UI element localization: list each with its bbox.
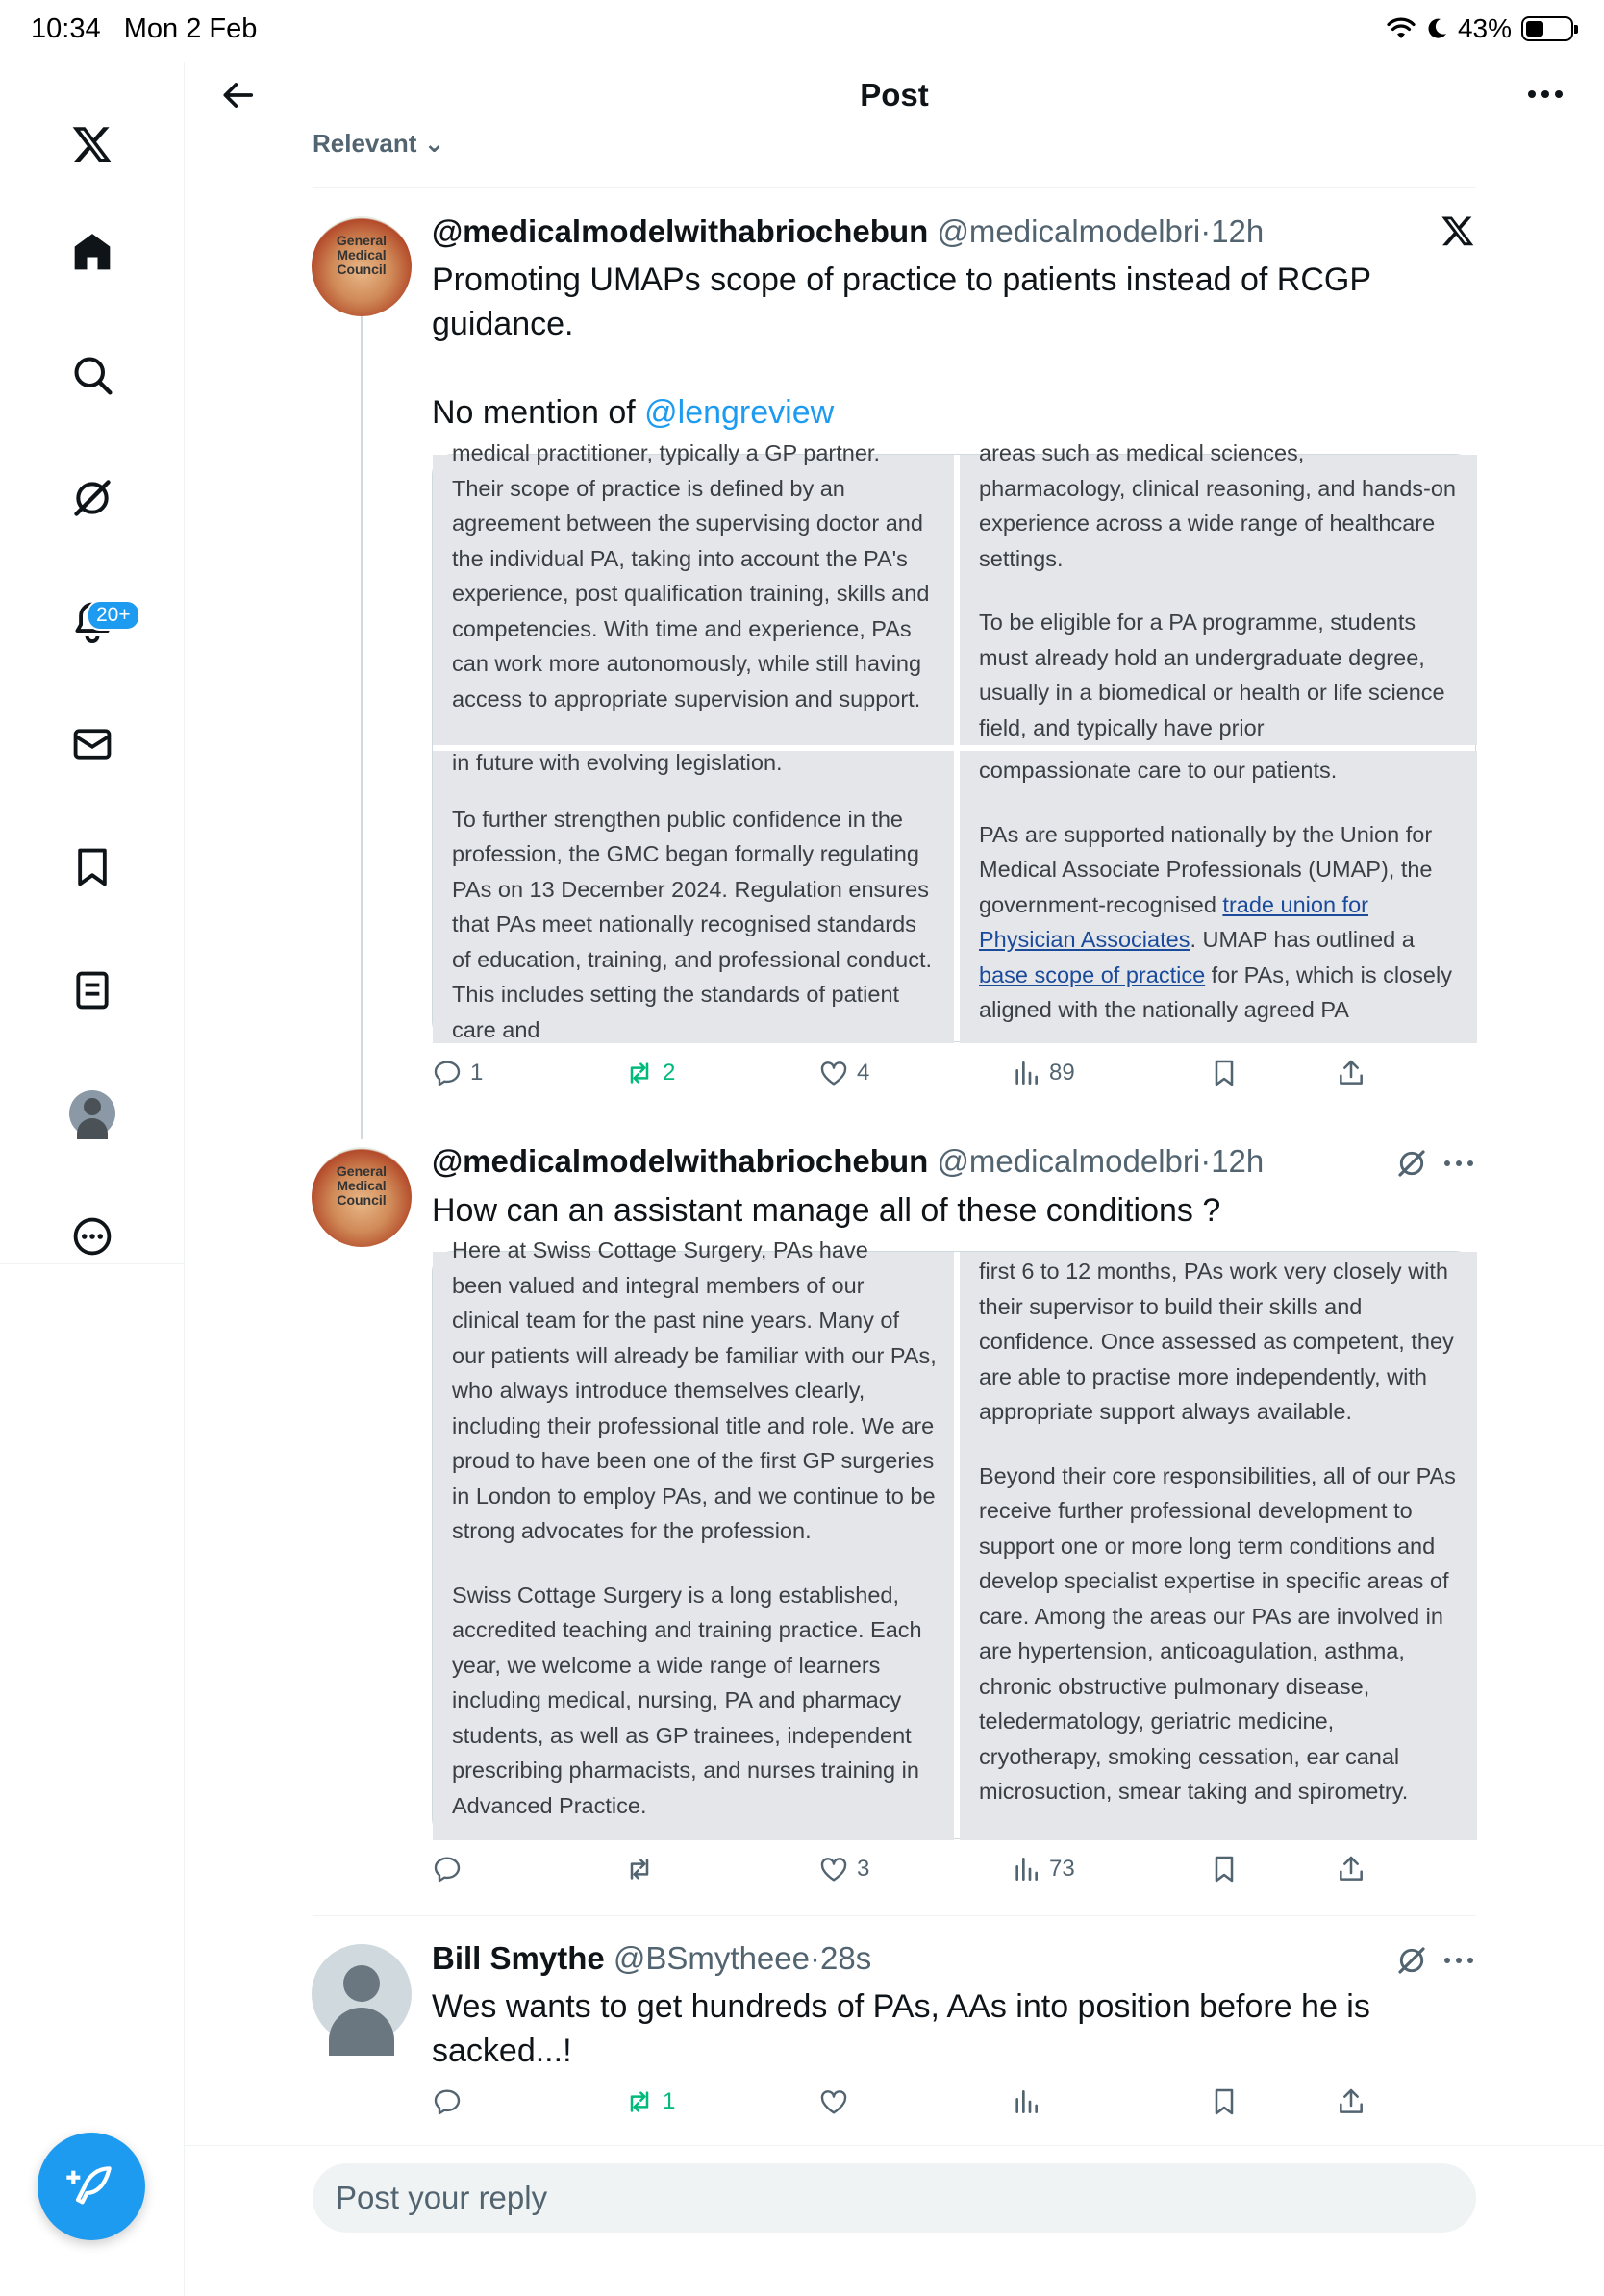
view-count: 73: [1049, 1856, 1075, 1882]
display-name[interactable]: @medicalmodelwithabriochebun: [432, 213, 929, 249]
more-dots-icon: [1526, 88, 1565, 100]
post-avatar[interactable]: [312, 1944, 412, 2044]
media-image-1[interactable]: medical practitioner, typically a GP partner. Their scope of practice is defined by an agreement between the supervising doctor and the individual PA, taking into account the PA's experience, post qualification training, skills and competencies. With time and experience, PAs can work more autonomously, while still having access to appropriate supervision and support.: [433, 455, 954, 745]
display-name[interactable]: Bill Smythe: [432, 1940, 605, 1976]
post-text: Promoting UMAPs scope of practice to patients instead of RCGP guidance.: [432, 262, 1371, 342]
media-image-2[interactable]: areas such as medical sciences, pharmacology, clinical reasoning, and hands-on experience across a wide range of healthcare settings. To be eligible for a PA programme, students must already hold an undergraduate degree, usually in a biomedical or health or life science field, and typically have prior: [960, 455, 1477, 745]
views-button[interactable]: [1011, 1854, 1075, 1884]
user-handle[interactable]: @BSmytheee: [613, 1940, 810, 1976]
post-media-grid[interactable]: [432, 440, 1476, 1042]
display-name[interactable]: @medicalmodelwithabriochebun: [432, 1143, 929, 1179]
sidebar: [0, 62, 185, 2296]
bookmark-icon: [1209, 2086, 1240, 2117]
divider: [313, 1915, 1476, 1916]
moon-icon: [1425, 17, 1448, 40]
repost-count: 2: [663, 1060, 676, 1086]
more-circle-icon[interactable]: [58, 1202, 127, 1271]
page-title: Post: [860, 77, 929, 112]
divider: [313, 187, 1476, 188]
status-bar: [0, 0, 1604, 62]
messages-envelope-icon[interactable]: [58, 710, 127, 779]
heart-icon: [818, 2086, 849, 2117]
post-body: [432, 258, 1432, 435]
thread-line: [361, 298, 363, 1139]
bookmark-icon: [1209, 1058, 1240, 1088]
share-icon: [1336, 2086, 1366, 2117]
post-avatar[interactable]: General Medical Council: [312, 216, 412, 316]
like-button[interactable]: [818, 1854, 869, 1884]
reply-button[interactable]: [432, 1854, 470, 1884]
feather-plus-icon: [64, 2159, 118, 2213]
views-chart-icon: [1011, 1854, 1041, 1884]
post-actions: [432, 1854, 1476, 1896]
status-icons: [1387, 13, 1573, 44]
more-options-button[interactable]: [1521, 75, 1569, 113]
views-button[interactable]: [1011, 2086, 1049, 2117]
mention-link[interactable]: @lengreview: [644, 394, 835, 431]
repost-button[interactable]: [624, 2086, 675, 2117]
media-image-1[interactable]: Here at Swiss Cottage Surgery, PAs have been valued and integral members of our clinical team for the past nine years. Many of our patients will already be familiar with our PAs, who always introduce themselves clearly, including their professional title and role. We are proud to have been one of the first GP surgeries in London to employ PAs, and we continue to be strong advocates for the profession. Swiss Cottage Surgery is a long established, accredited teaching and training practice. Each year, we welcome a wide range of learners including medical, nursing, PA and pharmacy students, as well as GP trainees, independent prescribing pharmacists, and nurses training in Advanced Practice.: [433, 1252, 954, 1840]
post-time[interactable]: 12h: [1211, 1143, 1265, 1179]
bookmark-button[interactable]: [1209, 1854, 1240, 1884]
battery-icon: [1521, 16, 1573, 41]
share-icon: [1336, 1058, 1366, 1088]
grok-icon[interactable]: [58, 463, 127, 533]
user-handle[interactable]: @medicalmodelbri: [937, 1143, 1201, 1179]
reply-bar-divider: [185, 2145, 1604, 2146]
post-text: Wes wants to get hundreds of PAs, AAs into position before he is sacked...!: [432, 1988, 1370, 2069]
like-button[interactable]: [818, 2086, 857, 2117]
post-time[interactable]: 28s: [819, 1940, 872, 1976]
reply-icon: [432, 2086, 463, 2117]
bookmark-icon: [1209, 1854, 1240, 1884]
share-button[interactable]: [1336, 1854, 1366, 1884]
lists-icon[interactable]: [58, 956, 127, 1025]
status-time: [31, 13, 257, 45]
post-media-grid[interactable]: [432, 1237, 1476, 1839]
user-handle[interactable]: @medicalmodelbri: [937, 213, 1201, 249]
reply-button[interactable]: [432, 2086, 470, 2117]
reply-icon: [432, 1854, 463, 1884]
x-post-icon[interactable]: [1439, 212, 1477, 250]
heart-icon: [818, 1058, 849, 1088]
post-actions: [432, 1058, 1476, 1100]
post-header: @medicalmodelwithabriochebun @medicalmodelbri·12h: [432, 213, 1265, 249]
compose-post-button[interactable]: [38, 2133, 145, 2240]
clock: 10:34: [31, 13, 101, 44]
date: Mon 2 Feb: [123, 13, 258, 44]
sort-relevant-dropdown[interactable]: Relevant ⌄: [313, 129, 445, 158]
post-header: @medicalmodelwithabriochebun @medicalmodelbri·12h: [432, 1143, 1265, 1179]
grok-icon[interactable]: [1392, 1941, 1431, 1980]
post-header: Bill Smythe @BSmytheee·28s: [432, 1940, 872, 1976]
repost-count: 1: [663, 2088, 676, 2114]
repost-icon: [624, 2086, 655, 2117]
like-count: 3: [857, 1856, 870, 1882]
media-image-2[interactable]: first 6 to 12 months, PAs work very closely with their supervisor to build their skills and confidence. Once assessed as competent, they are able to practise more independently, with appropriate support always available. Beyond their core responsibilities, all of our PAs receive further professional development to support one or more long term conditions and develop specialist expertise in specific areas of care. Among the areas our PAs are involved in are hypertension, anticoagulation, asthma, chronic obstructive pulmonary disease, teledermatology, geriatric medicine, cryotherapy, smoking cessation, ear canal microsuction, smear taking and spirometry.: [960, 1252, 1477, 1840]
profile-avatar[interactable]: [58, 1079, 127, 1148]
page-header: [185, 62, 1604, 129]
reply-icon: [432, 1058, 463, 1088]
views-chart-icon: [1011, 1058, 1041, 1088]
like-count: 4: [857, 1060, 870, 1086]
reply-count: 1: [470, 1060, 484, 1086]
repost-icon: [624, 1854, 655, 1884]
more-dots-icon[interactable]: [1440, 1947, 1478, 1974]
share-button[interactable]: [1336, 2086, 1366, 2117]
sidebar-divider: [0, 1263, 185, 1264]
repost-button[interactable]: [624, 1854, 663, 1884]
post-actions: [432, 2086, 1476, 2129]
notification-badge: 20+: [87, 600, 140, 631]
heart-icon: [818, 1854, 849, 1884]
media-image-4[interactable]: compassionate care to our patients. PAs are supported nationally by the Union for Medical Associate Professionals (UMAP), the government-recognised trade union for Physician Associates. UMAP has outlined a base scope of practice for PAs, which is closely aligned with the nationally agreed PA: [960, 751, 1477, 1043]
reply-button[interactable]: [432, 1058, 483, 1088]
post-time[interactable]: 12h: [1211, 213, 1265, 249]
reply-input[interactable]: [313, 2163, 1476, 2233]
share-icon: [1336, 1854, 1366, 1884]
wifi-icon: [1387, 17, 1416, 40]
post-text-2: No mention of @lengreview: [432, 394, 835, 431]
share-button[interactable]: [1336, 1058, 1366, 1088]
views-chart-icon: [1011, 2086, 1041, 2117]
media-image-3[interactable]: in future with evolving legislation. To further strengthen public confidence in the profession, the GMC began formally regulating PAs on 13 December 2024. Regulation ensures that PAs meet nationally recognised standards of education, training, and professional conduct. This includes setting the standards of patient care and: [433, 751, 954, 1043]
avatar: [69, 1090, 115, 1136]
repost-icon: [624, 1058, 655, 1088]
bookmark-button[interactable]: [1209, 2086, 1240, 2117]
search-icon[interactable]: [58, 340, 127, 410]
notifications-bell-icon[interactable]: [58, 586, 131, 656]
post-text: How can an assistant manage all of these conditions ?: [432, 1192, 1221, 1229]
grok-icon[interactable]: [1392, 1144, 1431, 1183]
repost-button[interactable]: [624, 1058, 675, 1088]
views-button[interactable]: [1011, 1058, 1075, 1088]
post-avatar[interactable]: General Medical Council: [312, 1147, 412, 1247]
x-logo-icon[interactable]: [58, 110, 127, 179]
more-dots-icon[interactable]: [1440, 1150, 1478, 1177]
like-button[interactable]: [818, 1058, 869, 1088]
bookmark-button[interactable]: [1209, 1058, 1240, 1088]
bookmarks-icon[interactable]: [58, 833, 127, 902]
view-count: 89: [1049, 1060, 1075, 1086]
home-icon[interactable]: [58, 217, 127, 287]
battery-percent: 43%: [1457, 13, 1512, 43]
